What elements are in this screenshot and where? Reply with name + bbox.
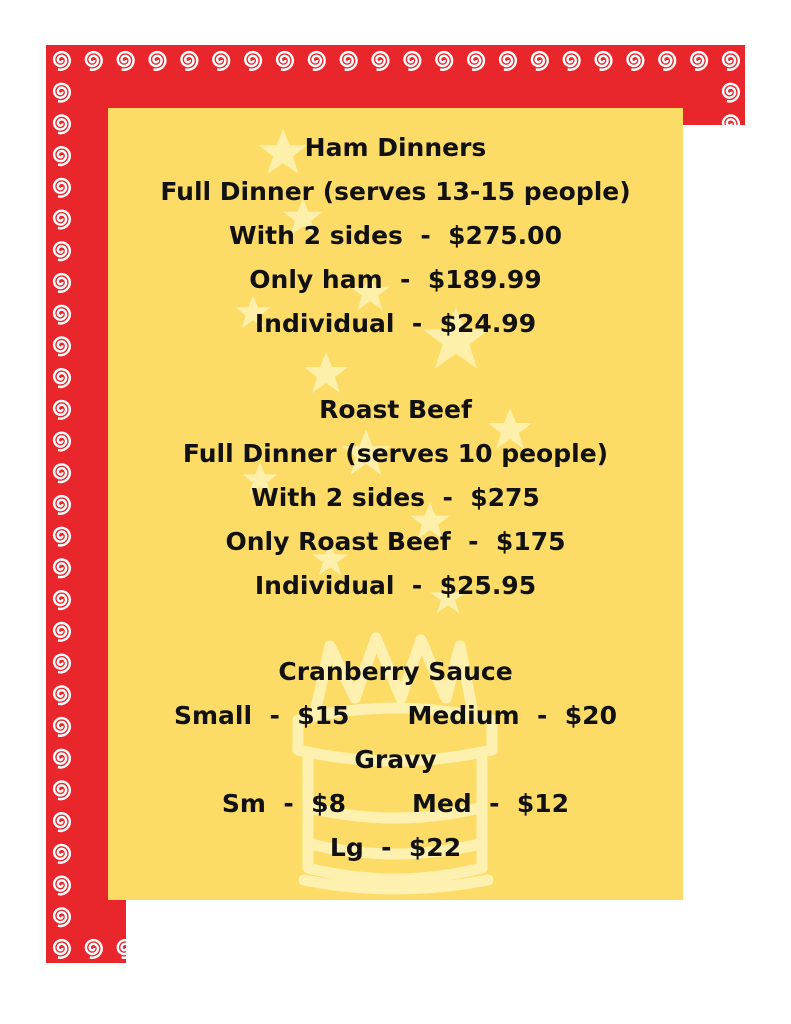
swirl-icon <box>596 52 612 70</box>
swirl-icon <box>723 401 739 419</box>
swirl-icon <box>54 782 70 800</box>
swirl-icon <box>723 591 739 609</box>
swirl-icon <box>54 84 70 102</box>
swirl-icon <box>150 52 166 70</box>
swirl-icon <box>723 147 739 165</box>
swirl-icon <box>723 464 739 482</box>
swirl-icon <box>54 401 70 419</box>
swirl-icon <box>54 496 70 514</box>
swirl-icon <box>54 623 70 641</box>
swirl-icon <box>54 655 70 673</box>
swirl-icon <box>723 84 739 102</box>
swirl-icon <box>373 52 389 70</box>
beef-only-price: Only Roast Beef - $175 <box>225 527 566 556</box>
cranberry-small-price: Small - $15 <box>174 701 350 730</box>
swirl-icon <box>532 52 548 70</box>
swirl-icon <box>54 908 70 926</box>
swirl-icon <box>468 940 484 958</box>
swirl-icon <box>213 940 229 958</box>
swirl-icon <box>245 940 261 958</box>
swirl-icon <box>628 52 644 70</box>
swirl-icon <box>723 813 739 831</box>
swirl-icon <box>54 211 70 229</box>
swirl-icon <box>532 940 548 958</box>
swirl-icon <box>723 338 739 356</box>
swirl-icon <box>54 116 70 134</box>
swirl-icon <box>54 147 70 165</box>
menu-panel <box>108 108 683 900</box>
swirl-icon <box>54 179 70 197</box>
swirl-icon <box>723 782 739 800</box>
swirl-icon <box>54 591 70 609</box>
swirl-icon <box>723 274 739 292</box>
swirl-icon <box>54 686 70 704</box>
swirl-icon <box>54 845 70 863</box>
swirl-icon <box>182 940 198 958</box>
swirl-icon <box>468 52 484 70</box>
cranberry-prices-row <box>108 698 683 734</box>
swirl-icon <box>150 940 166 958</box>
swirl-icon <box>54 750 70 768</box>
swirl-icon <box>405 940 421 958</box>
gravy-prices-row <box>108 786 683 822</box>
swirl-icon <box>723 750 739 768</box>
swirl-icon <box>500 940 516 958</box>
swirl-icon <box>691 940 707 958</box>
swirl-icon <box>182 52 198 70</box>
swirl-icon <box>723 369 739 387</box>
swirl-icon <box>436 52 452 70</box>
swirl-icon <box>723 655 739 673</box>
swirl-icon <box>54 433 70 451</box>
swirl-icon <box>54 464 70 482</box>
gravy-lg-price: Lg - $22 <box>329 833 462 862</box>
ham-full-dinner: Full Dinner (serves 13-15 people) <box>160 177 631 206</box>
cranberry-medium-price: Medium - $20 <box>407 701 617 730</box>
ham-individual-price: Individual - $24.99 <box>254 309 537 338</box>
ham-only-price: Only ham - $189.99 <box>249 265 542 294</box>
swirl-icon <box>659 52 675 70</box>
swirl-icon <box>723 211 739 229</box>
swirl-icon <box>54 52 70 70</box>
menu-content <box>108 108 683 900</box>
beef-individual-price: Individual - $25.95 <box>254 571 537 600</box>
swirl-icon <box>723 845 739 863</box>
swirl-icon <box>628 940 644 958</box>
swirl-icon <box>723 433 739 451</box>
swirl-icon <box>341 940 357 958</box>
swirl-icon <box>213 52 229 70</box>
gravy-sm-price: Sm - $8 <box>221 789 346 818</box>
swirl-icon <box>564 940 580 958</box>
swirl-icon <box>723 306 739 324</box>
gravy-med-price: Med - $12 <box>411 789 570 818</box>
swirl-icon <box>86 52 102 70</box>
swirl-icon <box>723 52 739 70</box>
swirl-icon <box>245 52 261 70</box>
swirl-icon <box>691 52 707 70</box>
swirl-icon <box>723 560 739 578</box>
swirl-icon <box>54 338 70 356</box>
swirl-icon <box>86 940 102 958</box>
swirl-icon <box>723 242 739 260</box>
swirl-icon <box>373 940 389 958</box>
swirl-icon <box>659 940 675 958</box>
swirl-icon <box>341 52 357 70</box>
cranberry-sauce-title: Cranberry Sauce <box>278 657 513 686</box>
swirl-icon <box>723 528 739 546</box>
swirl-icon <box>596 940 612 958</box>
swirl-icon <box>54 528 70 546</box>
swirl-icon <box>723 116 739 134</box>
swirl-icon <box>723 718 739 736</box>
swirl-icon <box>500 52 516 70</box>
swirl-icon <box>54 369 70 387</box>
swirl-icon <box>309 940 325 958</box>
roast-beef-title: Roast Beef <box>319 395 472 424</box>
swirl-icon <box>54 306 70 324</box>
swirl-icon <box>54 274 70 292</box>
swirl-icon <box>277 940 293 958</box>
beef-with-sides-price: With 2 sides - $275 <box>251 483 540 512</box>
swirl-icon <box>405 52 421 70</box>
swirl-icon <box>118 940 134 958</box>
swirl-icon <box>54 560 70 578</box>
swirl-icon <box>54 718 70 736</box>
swirl-icon <box>54 813 70 831</box>
swirl-icon <box>723 686 739 704</box>
swirl-icon <box>723 496 739 514</box>
swirl-icon <box>277 52 293 70</box>
swirl-icon <box>564 52 580 70</box>
swirl-icon <box>54 242 70 260</box>
swirl-icon <box>723 623 739 641</box>
ham-with-sides-price: With 2 sides - $275.00 <box>229 221 562 250</box>
swirl-icon <box>309 52 325 70</box>
gravy-title: Gravy <box>354 745 437 774</box>
swirl-icon <box>723 908 739 926</box>
swirl-icon <box>723 179 739 197</box>
beef-full-dinner: Full Dinner (serves 10 people) <box>182 439 609 468</box>
swirl-icon <box>436 940 452 958</box>
ham-dinners-title: Ham Dinners <box>304 133 487 162</box>
swirl-icon <box>723 877 739 895</box>
swirl-icon <box>118 52 134 70</box>
swirl-icon <box>54 940 70 958</box>
swirl-icon <box>54 877 70 895</box>
swirl-icon <box>723 940 739 958</box>
